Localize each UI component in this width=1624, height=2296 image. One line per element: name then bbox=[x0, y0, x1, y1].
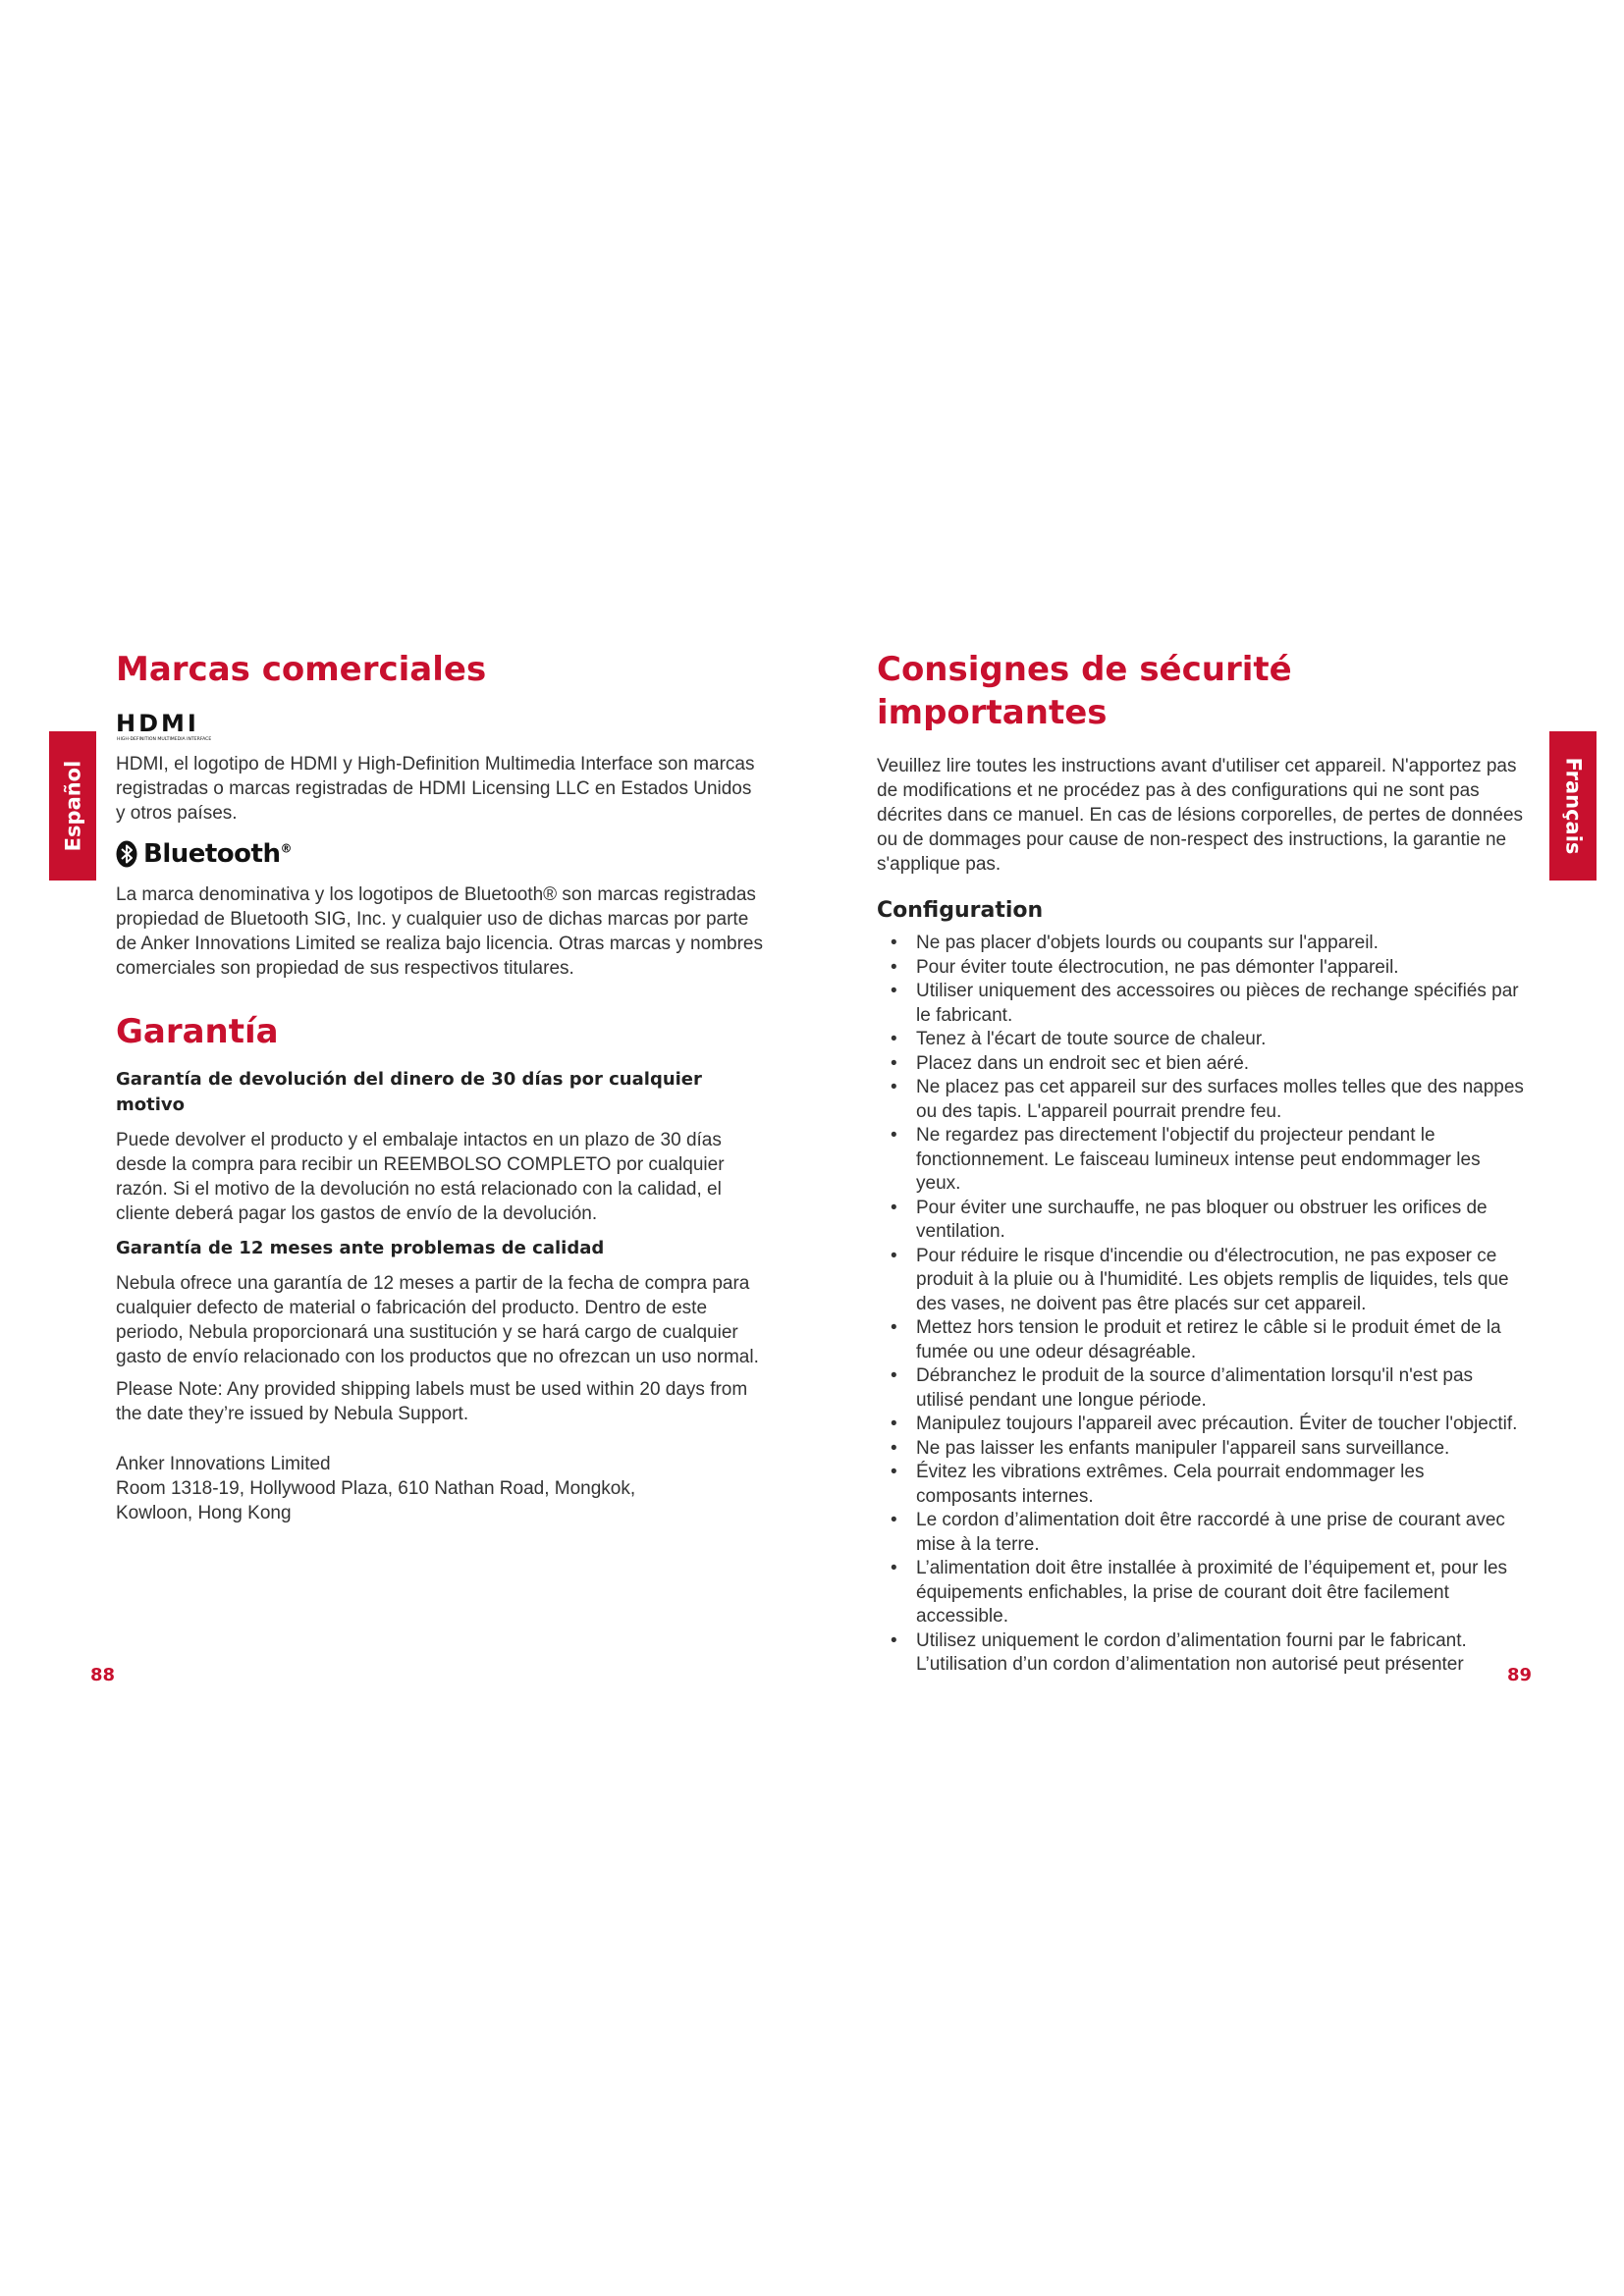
safety-bullet-list bbox=[877, 932, 1525, 1678]
refund-warranty-text: Puede devolver el producto y el embalaje intactos en un plazo de 30 días desde la compra para recibir un REEMBOLSO COMPLETO por cualquier razón. Si el motivo de la devolución no está relacionado con la calidad, el cliente deberá pagar los gastos de envío de la devolución. bbox=[116, 1130, 725, 1224]
list-item: • Pour réduire le risque d'incendie ou d'électrocution, ne pas exposer ce produit à la pluie ou à l'humidité. Les objets remplis de liquides, tels que des vases, ne doivent pas être placés sur cet appareil. bbox=[877, 1245, 1525, 1317]
bluetooth-wordmark bbox=[143, 839, 292, 869]
language-tab-label: Français bbox=[1561, 757, 1586, 855]
refund-warranty-heading: Garantía de devolución del dinero de 30 días por cualquier motivo bbox=[116, 1069, 702, 1115]
hdmi-trademark-text: HDMI, el logotipo de HDMI y High-Definition Multimedia Interface son marcas registradas o marcas registradas de HDMI Licensing LLC en Estados Unidos y otros países. bbox=[116, 754, 755, 824]
list-item: • Ne placez pas cet appareil sur des surfaces molles telles que des nappes ou des tapis. L'appareil pourrait prendre feu. bbox=[877, 1076, 1525, 1124]
hdmi-logo-graphic bbox=[116, 713, 253, 742]
bluetooth-logo bbox=[116, 839, 764, 869]
warranty-heading: Garantía bbox=[116, 1012, 279, 1051]
address-line-2: Kowloon, Hong Kong bbox=[116, 1503, 292, 1523]
list-item: • Ne pas placer d'objets lourds ou coupants sur l'appareil. bbox=[877, 932, 1525, 956]
bluetooth-wordmark-mark: ® bbox=[280, 841, 292, 856]
quality-warranty-heading: Garantía de 12 meses ante problemas de calidad bbox=[116, 1238, 605, 1258]
page-number-right: 89 bbox=[1507, 1665, 1533, 1685]
list-item: • Ne regardez pas directement l'objectif du projecteur pendant le fonctionnement. Le faisceau lumineux intense peut endommager les yeux. bbox=[877, 1124, 1525, 1197]
hdmi-logo-tagline: HIGH-DEFINITION MULTIMEDIA INTERFACE bbox=[117, 737, 212, 742]
language-tab-label: Español bbox=[61, 760, 84, 852]
bluetooth-wordmark-text: Bluetooth bbox=[143, 839, 281, 869]
language-tab-espanol bbox=[49, 731, 96, 881]
list-item: • Mettez hors tension le produit et retirez le câble si le produit émet de la fumée ou une odeur désagréable. bbox=[877, 1316, 1525, 1364]
list-item: • Utiliser uniquement des accessoires ou pièces de rechange spécifiés par le fabricant. bbox=[877, 980, 1525, 1028]
hdmi-logo-wordmark: HDMI bbox=[116, 713, 199, 737]
page-number-left: 88 bbox=[90, 1665, 116, 1685]
bluetooth-icon bbox=[116, 840, 137, 868]
configuration-heading: Configuration bbox=[877, 898, 1044, 923]
list-item: • Manipulez toujours l'appareil avec précaution. Éviter de toucher l'objectif. bbox=[877, 1413, 1525, 1437]
list-item: • Pour éviter toute électrocution, ne pas démonter l'appareil. bbox=[877, 956, 1525, 981]
list-item: • Le cordon d’alimentation doit être raccordé à une prise de courant avec mise à la terre. bbox=[877, 1509, 1525, 1557]
bluetooth-trademark-text: La marca denominativa y los logotipos de Bluetooth® son marcas registradas propiedad de Bluetooth SIG, Inc. y cualquier uso de dichas marcas por parte de Anker Innovations Limited se realiza bajo licencia. Otras marcas y nombres comerciales son propiedad de sus respectivos titulares. bbox=[116, 884, 763, 979]
left-page-content bbox=[116, 648, 764, 1525]
trademarks-heading: Marcas comerciales bbox=[116, 650, 487, 689]
shipping-note: Please Note: Any provided shipping labels must be used within 20 days from the date they’re issued by Nebula Support. bbox=[116, 1379, 748, 1424]
safety-intro: Veuillez lire toutes les instructions avant d'utiliser cet appareil. N'apportez pas de modifications et ne procédez pas à des configurations qui ne sont pas décrites dans ce manuel. En cas de lésions corporelles, de pertes de données ou de dommages pour cause de non-respect des instructions, la garantie ne s'applique pas. bbox=[877, 756, 1524, 875]
list-item: • L’alimentation doit être installée à proximité de l’équipement et, pour les équipements enfichables, la prise de courant doit être facilement accessible. bbox=[877, 1557, 1525, 1629]
right-page-content bbox=[877, 648, 1525, 1678]
list-item: • Débranchez le produit de la source d’alimentation lorsqu'il n'est pas utilisé pendant une longue période. bbox=[877, 1364, 1525, 1413]
list-item: • Pour éviter une surchauffe, ne pas bloquer ou obstruer les orifices de ventilation. bbox=[877, 1197, 1525, 1245]
quality-warranty-text: Nebula ofrece una garantía de 12 meses a partir de la fecha de compra para cualquier defecto de material o fabricación del producto. Dentro de este periodo, Nebula proporcionará una sustitución y se hará cargo de cualquier gasto de envío relacionado con los productos que no ofrezcan un uso normal. bbox=[116, 1273, 759, 1367]
hdmi-logo bbox=[116, 713, 764, 740]
list-item: • Placez dans un endroit sec et bien aéré. bbox=[877, 1052, 1525, 1077]
list-item: • Ne pas laisser les enfants manipuler l'appareil sans surveillance. bbox=[877, 1437, 1525, 1462]
language-tab-francais bbox=[1549, 731, 1597, 881]
list-item: • Utilisez uniquement le cordon d’alimentation fourni par le fabricant. L’utilisation d’un cordon d’alimentation non autorisé peut présenter bbox=[877, 1629, 1525, 1678]
list-item: • Tenez à l'écart de toute source de chaleur. bbox=[877, 1028, 1525, 1052]
address-line-1: Room 1318-19, Hollywood Plaza, 610 Nathan Road, Mongkok, bbox=[116, 1478, 636, 1499]
list-item: • Évitez les vibrations extrêmes. Cela pourrait endommager les composants internes. bbox=[877, 1461, 1525, 1509]
company-address bbox=[116, 1452, 764, 1525]
address-company: Anker Innovations Limited bbox=[116, 1454, 331, 1474]
safety-heading: Consignes de sécurité importantes bbox=[877, 650, 1292, 732]
